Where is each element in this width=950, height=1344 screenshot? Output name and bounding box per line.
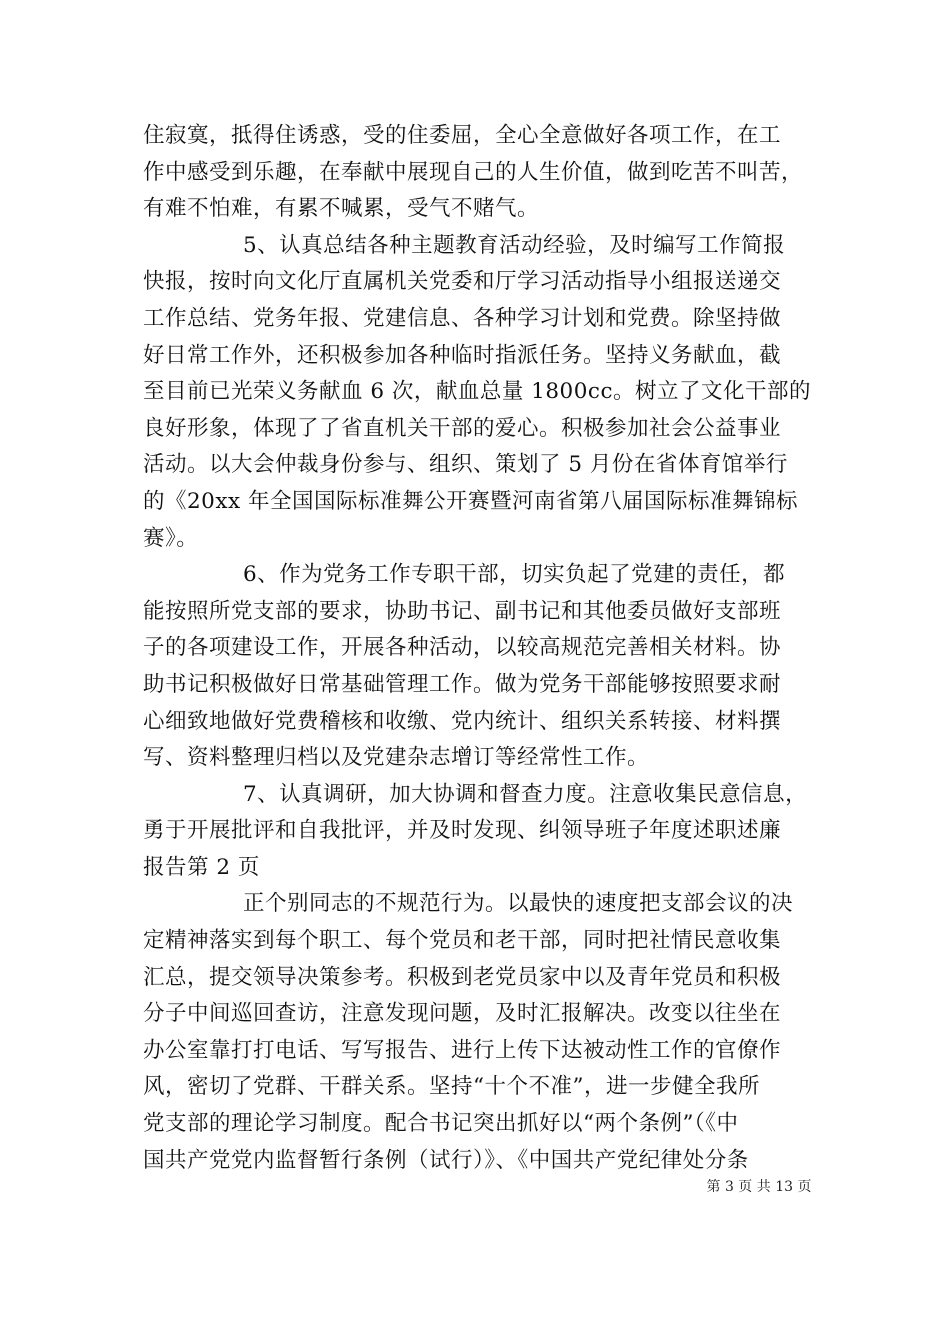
line-text: 能按照所党支部的要求，协助书记、副书记和其他委员做好支部班 — [143, 598, 782, 624]
line-text: 定精神落实到每个职工、每个党员和老干部，同时把社情民意收集 — [143, 928, 782, 954]
line-text: 5、认真总结各种主题教育活动经验，及时编写工作简报 — [243, 232, 786, 258]
text-line-12 — [143, 521, 811, 558]
text-line-13 — [143, 557, 811, 594]
line-text: 快报，按时向文化厅直属机关党委和厅学习活动指导小组报送递交 — [143, 269, 782, 295]
text-line-29 — [143, 1143, 811, 1180]
text-line-6 — [143, 301, 811, 338]
line-text: 风，密切了党群、干群关系。坚持“十个不准”，进一步健全我所 — [143, 1074, 760, 1100]
text-line-10 — [143, 447, 811, 484]
text-line-1 — [143, 118, 811, 155]
text-line-2 — [143, 155, 811, 192]
text-line-14 — [143, 594, 811, 631]
text-line-20 — [143, 813, 811, 850]
text-line-22 — [143, 886, 811, 923]
text-line-7 — [143, 338, 811, 375]
text-line-27 — [143, 1069, 811, 1106]
line-text: 助书记积极做好日常基础管理工作。做为党务干部能够按照要求耐 — [143, 671, 782, 697]
text-line-21 — [143, 850, 811, 887]
text-line-28 — [143, 1106, 811, 1143]
document-body — [143, 118, 811, 1179]
line-text: 国共产党党内监督暂行条例（试行）》、《中国共产党纪律处分条 — [143, 1147, 749, 1173]
text-line-15 — [143, 630, 811, 667]
line-text: 赛》。 — [143, 525, 199, 551]
line-text: 住寂寞，抵得住诱惑，受的住委屈，全心全意做好各项工作，在工 — [143, 123, 782, 148]
line-text: 心细致地做好党费稽核和收缴、党内统计、组织关系转接、材料撰 — [143, 708, 782, 734]
text-line-8 — [143, 374, 811, 411]
text-line-5 — [143, 264, 811, 301]
line-text: 子的各项建设工作，开展各种活动，以较高规范完善相关材料。协 — [143, 635, 782, 661]
line-text: 分子中间巡回查访，注意发现问题，及时汇报解决。改变以往坐在 — [143, 1001, 782, 1027]
line-text: 汇总，提交领导决策参考。积极到老党员家中以及青年党员和积极 — [143, 964, 782, 990]
line-text: 的《20xx 年全国国际标准舞公开赛暨河南省第八届国际标准舞锦标 — [143, 488, 798, 514]
line-text: 好日常工作外，还积极参加各种临时指派任务。坚持义务献血，截 — [143, 342, 782, 368]
text-line-3 — [143, 191, 811, 228]
text-line-26 — [143, 1033, 811, 1070]
line-text: 6、作为党务工作专职干部，切实负起了党建的责任，都 — [243, 562, 786, 588]
line-text: 报告第 2 页 — [143, 854, 260, 880]
text-line-16 — [143, 667, 811, 704]
line-text: 有难不怕难，有累不喊累，受气不赌气。 — [143, 196, 540, 222]
text-line-9 — [143, 411, 811, 448]
line-text: 办公室靠打打电话、写写报告、进行上传下达被动性工作的官僚作 — [143, 1037, 782, 1063]
line-text: 活动。以大会仲裁身份参与、组织、策划了 5 月份在省体育馆举行 — [143, 452, 788, 478]
text-line-17 — [143, 704, 811, 741]
text-line-23 — [143, 923, 811, 960]
line-text: 党支部的理论学习制度。配合书记突出抓好以“两个条例”（《中 — [143, 1111, 739, 1137]
line-text: 正个别同志的不规范行为。以最快的速度把支部会议的决 — [243, 891, 794, 917]
line-text: 作中感受到乐趣，在奉献中展现自己的人生价值，做到吃苦不叫苦， — [143, 159, 804, 185]
line-text: 至目前已光荣义务献血 6 次，献血总量 1800cc。树立了文化干部的 — [143, 379, 811, 405]
text-line-25 — [143, 996, 811, 1033]
line-text: 7、认真调研，加大协调和督查力度。注意收集民意信息， — [243, 781, 808, 807]
line-text: 良好形象，体现了了省直机关干部的爱心。积极参加社会公益事业 — [143, 415, 782, 441]
line-text: 勇于开展批评和自我批评，并及时发现、纠领导班子年度述职述廉 — [143, 818, 782, 844]
text-line-24 — [143, 960, 811, 997]
text-line-19 — [143, 777, 811, 814]
line-text: 工作总结、党务年报、党建信息、各种学习计划和党费。除坚持做 — [143, 305, 782, 331]
line-text: 写、资料整理归档以及党建杂志增订等经常性工作。 — [143, 745, 650, 771]
text-line-18 — [143, 740, 811, 777]
text-line-4 — [143, 228, 811, 265]
page-footer — [0, 1176, 950, 1196]
page-number: 第 3 页 共 13 页 — [706, 1179, 812, 1195]
text-line-11 — [143, 484, 811, 521]
